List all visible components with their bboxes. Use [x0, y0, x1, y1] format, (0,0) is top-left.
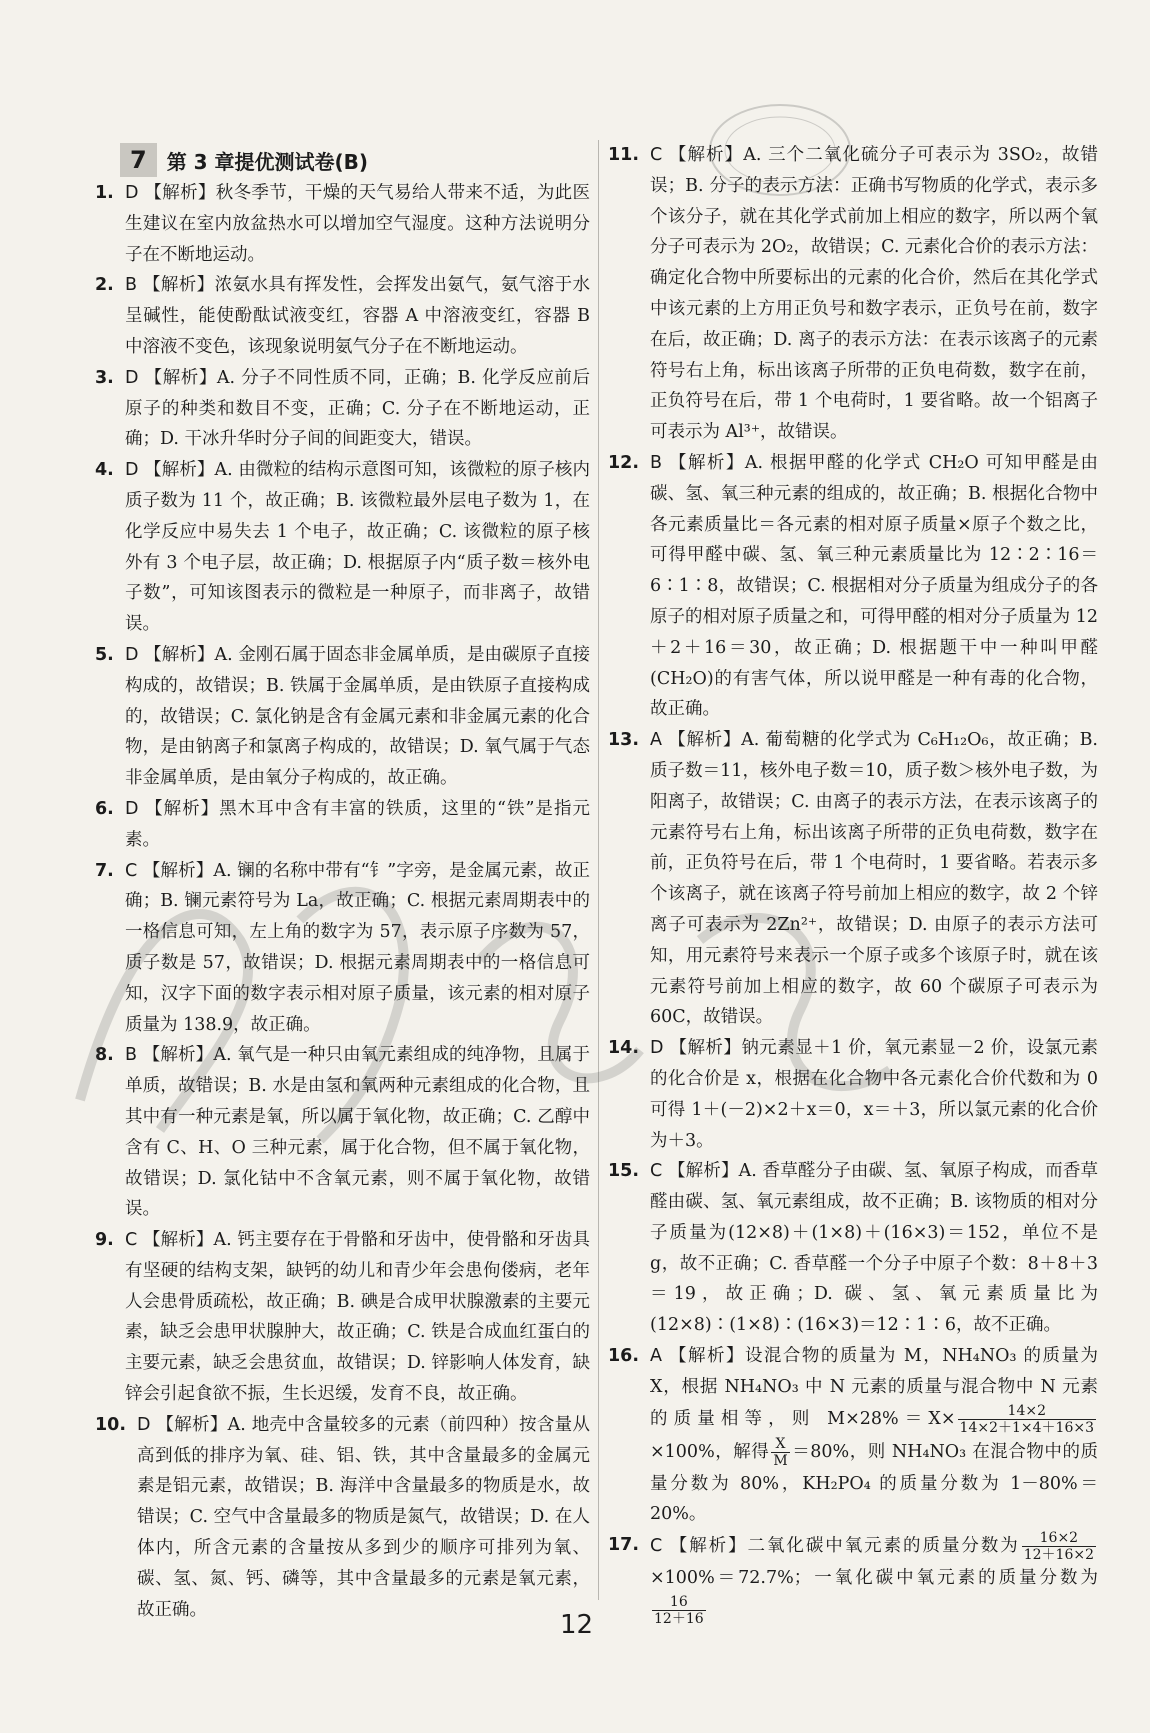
- fraction-numerator: 16: [652, 1594, 706, 1611]
- item-number: 14.: [608, 1038, 640, 1059]
- item-number: 12.: [608, 452, 640, 473]
- fraction: [652, 1594, 706, 1627]
- fraction-denominator: 12＋16: [654, 1611, 704, 1628]
- right-answer-list: [608, 140, 1098, 1627]
- item-answer: C: [650, 145, 663, 165]
- answer-item: [95, 455, 590, 640]
- item-number: 1.: [95, 183, 114, 203]
- item-number: 2.: [95, 275, 114, 296]
- item-explanation: 【解析】A. 由微粒的结构示意图可知，该微粒的原子核内质子数为 11 个，故正确；B. 该微粒最外层电子数为 1，在化学反应中易失去 1 个电子，故正确；C. 该微粒的原子核外有 3 个电子层，故正确；D. 根据原子内“质子数＝核外电子数”，可知该图表示的微粒是一种原子，而非离子，故错误。: [125, 460, 590, 635]
- item-number: 16.: [608, 1346, 640, 1367]
- answer-item: [608, 1341, 1098, 1530]
- item-explanation-part: ×100%＝72.7%；一氧化碳中氧元素的质量分数为: [650, 1568, 1098, 1589]
- answer-item: [95, 270, 590, 362]
- item-answer: D: [125, 367, 139, 388]
- left-answer-list: [95, 178, 590, 1625]
- item-number: 15.: [608, 1161, 640, 1182]
- item-answer: D: [125, 183, 139, 203]
- item-explanation: 【解析】A. 氧气是一种只由氧元素组成的纯净物，且属于单质，故错误；B. 水是由氢和氧两种元素组成的化合物，且其中有一种元素是氧，所以属于氧化物，故正确；C. 乙醇中含有 C、H、O 三种元素，属于化合物，但不属于氧化物，故错误；D. 氯化钴中不含氧元素，则不属于氧化物，故错误。: [125, 1045, 590, 1220]
- item-explanation: 【解析】A. 金刚石属于固态非金属单质，是由碳原子直接构成的，故错误；B. 铁属于金属单质，是由铁原子直接构成的，故错误；C. 氯化钠是含有金属元素和非金属元素的化合物，是由钠离子和氯离子构成的，故错误；D. 氧气属于气态非金属单质，是由氧分子构成的，故正确。: [125, 644, 590, 789]
- item-answer: D: [125, 798, 139, 819]
- column-divider: [598, 140, 599, 1600]
- item-number: 3.: [95, 367, 114, 388]
- item-explanation-part: ＝80%，则 NH₄NO₃ 在混合物中的质量分数为 80%，KH₂PO₄ 的质量分数为 1－80%＝20%。: [650, 1441, 1098, 1525]
- item-explanation-part: 【解析】二氧化碳中氧元素的质量分数为: [669, 1536, 1020, 1557]
- item-explanation: 【解析】A. 葡萄糖的化学式为 C₆H₁₂O₆，故正确；B. 质子数＝11，核外电子数＝10，质子数＞核外电子数，为阳离子，故错误；C. 由离子的表示方法，在表示该离子的元素符号右上角，标出该离子所带的正负电荷数，数字在前，正负符号在后，带 1 个电荷时，1 要省略。若表示多个该离子，就在该离子符号前加上相应的数字，故 2 个锌离子可表示为 2Zn²⁺，故错误；D. 由原子的表示方法可知，用元素符号来表示一个原子或多个该原子时，就在该元素符号前加上相应的数字，故 60 个碳原子可表示为 60C，故错误。: [650, 730, 1098, 1028]
- answer-item: [608, 1156, 1098, 1341]
- answer-item: [95, 1040, 590, 1225]
- fraction-numerator: 16×2: [1022, 1530, 1096, 1547]
- item-explanation: 【解析】秋冬季节，干燥的天气易给人带来不适，为此医生建议在室内放盆热水可以增加空气湿度。这种方法说明分子在不断地运动。: [125, 183, 590, 265]
- item-explanation: 【解析】A. 钙主要存在于骨骼和牙齿中，使骨骼和牙齿具有坚硬的结构支架，缺钙的幼儿和青少年会患佝偻病，老年人会患骨质疏松，故正确；B. 碘是合成甲状腺激素的主要元素，缺乏会患甲状腺肿大，故正确；C. 铁是合成血红蛋白的主要元素，缺乏会患贫血，故错误；D. 锌影响人体发育，缺锌会引起食欲不振，生长迟缓，发育不良，故正确。: [125, 1230, 590, 1405]
- answer-item: [608, 1033, 1098, 1156]
- item-explanation: 【解析】A. 分子不同性质不同，正确；B. 化学反应前后原子的种类和数目不变，正确；C. 分子在不断地运动，正确；D. 干冰升华时分子间的间距变大，错误。: [125, 367, 590, 450]
- item-answer: D: [125, 460, 139, 481]
- answer-item: [95, 178, 590, 270]
- fraction-denominator: M: [773, 1452, 788, 1469]
- item-explanation: 【解析】A. 根据甲醛的化学式 CH₂O 可知甲醛是由碳、氢、氧三种元素的组成的，故正确；B. 根据化合物中各元素质量比＝各元素的相对原子质量×原子个数之比，可得甲醛中碳、氢、氧三种元素质量比为 12∶2∶16＝6∶1∶8，故错误；C. 根据相对分子质量为组成分子的各原子的相对原子质量之和，可得甲醛的相对分子质量为 12＋2＋16＝30，故正确；D. 根据题干中一种叫甲醛(CH₂O)的有害气体，所以说甲醛是一种有毒的化合物，故正确。: [650, 452, 1098, 720]
- item-answer: D: [137, 1414, 151, 1435]
- fraction: [771, 1436, 789, 1469]
- item-number: 7.: [95, 860, 114, 881]
- item-answer: B: [125, 275, 138, 296]
- item-explanation-part: ×100%，解得: [650, 1441, 770, 1462]
- answer-item: [608, 1530, 1098, 1627]
- answer-item: [95, 363, 590, 455]
- item-number: 4.: [95, 460, 114, 481]
- item-number: 10.: [95, 1414, 127, 1435]
- answer-item: [95, 640, 590, 794]
- answer-item: [608, 725, 1098, 1033]
- answer-item: [95, 856, 590, 1041]
- item-answer: C: [125, 860, 138, 881]
- item-answer: D: [125, 644, 139, 665]
- section-title: 第 3 章提优测试卷(B): [166, 149, 369, 174]
- fraction-denominator: 12＋16×2: [1023, 1547, 1094, 1564]
- answer-item: [95, 1225, 590, 1410]
- item-answer: C: [650, 1161, 663, 1182]
- fraction-numerator: X: [771, 1436, 789, 1453]
- item-answer: C: [650, 1536, 663, 1557]
- item-explanation: 【解析】黑木耳中含有丰富的铁质，这里的“铁”是指元素。: [125, 798, 590, 850]
- item-explanation: 【解析】A. 香草醛分子由碳、氢、氧原子构成，而香草醛由碳、氢、氧元素组成，故不正确；B. 该物质的相对分子质量为(12×8)＋(1×8)＋(16×3)＝152，单位不是 g，故不正确；C. 香草醛一个分子中原子个数：8＋8＋3＝19，故正确；D. 碳、氢、氧元素质量比为(12×8)∶(1×8)∶(16×3)＝12∶1∶6，故不正确。: [650, 1161, 1098, 1336]
- item-number: 5.: [95, 644, 114, 665]
- answer-item: [95, 794, 590, 856]
- item-answer: A: [650, 730, 662, 751]
- item-answer: B: [650, 452, 663, 473]
- item-number: 8.: [95, 1045, 114, 1066]
- answer-item: [95, 1410, 590, 1626]
- item-explanation-part: 【解析】设混合物的质量为 M，NH₄NO₃ 的质量为 X，根据 NH₄NO₃ 中 N 元素的质量与混合物中 N 元素的质量相等，则 M×28%＝X×: [650, 1346, 1098, 1429]
- answer-item: [608, 140, 1098, 448]
- answer-item: [608, 448, 1098, 725]
- item-number: 9.: [95, 1230, 114, 1251]
- item-answer: D: [650, 1038, 664, 1059]
- item-explanation: 【解析】A. 镧的名称中带有“钅”字旁，是金属元素，故正确；B. 镧元素符号为 La，故正确；C. 根据元素周期表中的一格信息可知，左上角的数字为 57，表示原子序数为 57，质子数是 57，故错误；D. 根据元素周期表中的一格信息可知，汉字下面的数字表示相对原子质量，该元素的相对原子质量为 138.9，故正确。: [125, 860, 590, 1035]
- section-number: 7: [120, 143, 157, 177]
- item-answer: A: [650, 1346, 662, 1367]
- fraction-numerator: 14×2: [958, 1403, 1096, 1420]
- item-answer: C: [125, 1230, 138, 1251]
- item-explanation: 【解析】A. 三个二氧化硫分子可表示为 3SO₂，故错误；B. 分子的表示方法：正确书写物质的化学式，表示多个该分子，就在其化学式前加上相应的数字，所以两个氧分子可表示为 2O₂，故错误；C. 元素化合价的表示方法：确定化合物中所要标出的元素的化合价，然后在其化学式中该元素的上方用正负号和数字表示，正负号在前，数字在后，故正确；D. 离子的表示方法：在表示该离子的元素符号右上角，标出该离子所带的正负电荷数，数字在前，正负符号在后，带 1 个电荷时，1 要省略。故一个铝离子可表示为 Al³⁺，故错误。: [650, 145, 1098, 443]
- item-number: 6.: [95, 798, 114, 819]
- page-number: 12: [560, 1610, 594, 1640]
- item-explanation: 【解析】浓氨水具有挥发性，会挥发出氨气，氨气溶于水呈碱性，能使酚酞试液变红，容器 A 中溶液变红，容器 B 中溶液不变色，该现象说明氨气分子在不断地运动。: [125, 275, 590, 357]
- item-explanation: 【解析】A. 地壳中含量较多的元素（前四种）按含量从高到低的排序为氧、硅、铝、铁，其中含量最多的金属元素是铝元素，故错误；B. 海洋中含量最多的物质是水，故错误；C. 空气中含量最多的物质是氮气，故错误；D. 在人体内，所含元素的含量按从多到少的顺序可排列为氧、碳、氢、氮、钙、磷等，其中含量最多的元素是氧元素，故正确。: [137, 1414, 590, 1620]
- fraction-denominator: 14×2＋1×4＋16×3: [959, 1419, 1094, 1436]
- item-number: 13.: [608, 730, 640, 751]
- fraction: [958, 1403, 1096, 1436]
- item-number: 17.: [608, 1535, 640, 1556]
- fraction: [1022, 1530, 1096, 1563]
- item-number: 11.: [608, 145, 640, 165]
- item-answer: B: [125, 1045, 138, 1066]
- item-explanation: 【解析】钠元素显＋1 价，氧元素显－2 价，设氯元素的化合价是 x，根据在化合物中各元素化合价代数和为 0 可得 1＋(－2)×2＋x＝0，x＝＋3，所以氯元素的化合价为＋3。: [650, 1038, 1098, 1151]
- section-header: [120, 140, 368, 180]
